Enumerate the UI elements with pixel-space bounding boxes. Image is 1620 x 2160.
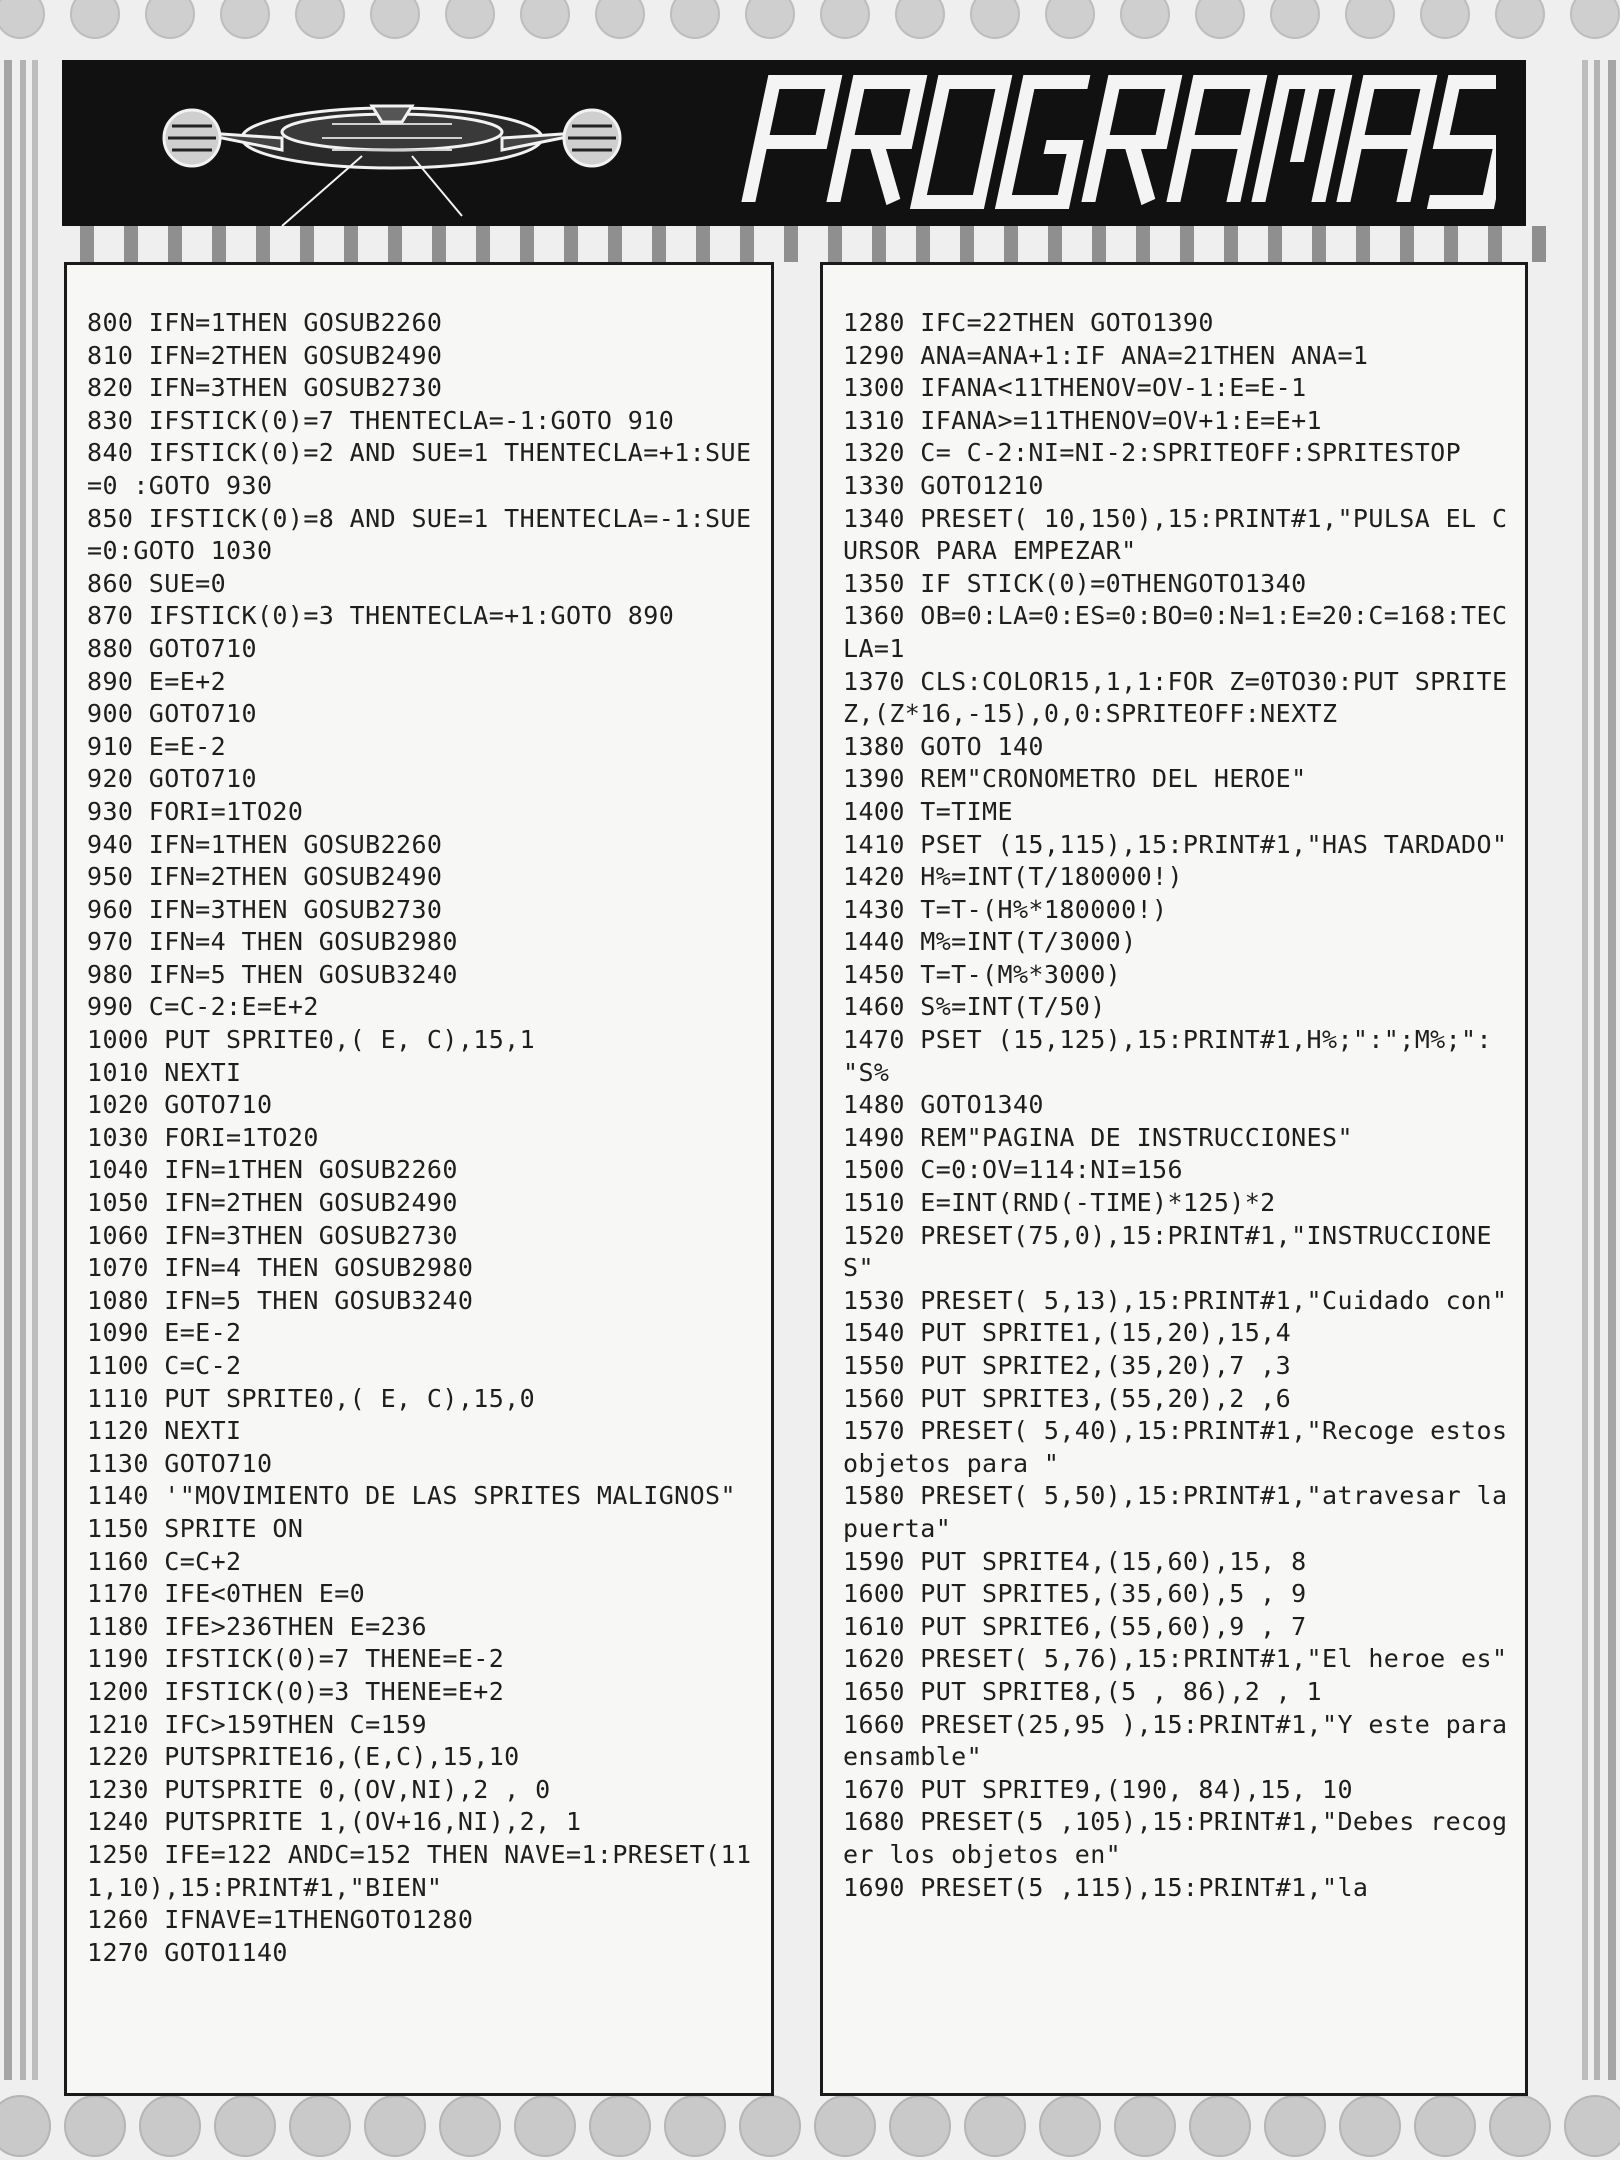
decorative-stripe [916, 226, 930, 262]
decorative-dot [0, 0, 44, 38]
code-line: 1030 FORI=1TO20 [87, 1122, 319, 1152]
decorative-stripe [520, 226, 534, 262]
code-line: 1480 GOTO1340 [843, 1090, 1044, 1120]
code-line: 830 IFSTICK(0)=7 THENTECLA=-1:GOTO 910 [87, 405, 675, 435]
decorative-dot [440, 2096, 500, 2156]
code-line: 800 IFN=1THEN GOSUB2260 [87, 308, 443, 337]
decorative-stripe [1224, 226, 1238, 262]
code-line: 1690 PRESET(5 ,115),15:PRINT#1,"la [843, 1872, 1369, 1902]
decorative-stripe [300, 226, 314, 262]
decorative-dot [671, 0, 719, 38]
magazine-header [62, 60, 1526, 226]
decorative-dot [1190, 2096, 1250, 2156]
code-line: 1400 T=TIME [843, 796, 1013, 826]
code-line: 1350 IF STICK(0)=0THENGOTO1340 [843, 568, 1307, 598]
code-line: 1390 REM"CRONOMETRO DEL HEROE" [843, 764, 1307, 794]
code-line: 980 IFN=5 THEN GOSUB3240 [87, 959, 458, 989]
page-title [736, 72, 1496, 212]
left-stripe-border [0, 60, 40, 2080]
decorative-stripe [608, 226, 622, 262]
decorative-dot [1415, 2096, 1475, 2156]
decorative-dot [71, 0, 119, 38]
decorative-dot [365, 2096, 425, 2156]
code-line: 1150 SPRITE ON [87, 1513, 304, 1543]
decorative-dot [221, 0, 269, 38]
code-line: 1680 PRESET(5 ,105),15:PRINT#1,"Debes recoger los objetos en" [843, 1807, 1508, 1869]
code-line: 1610 PUT SPRITE6,(55,60),9 , 7 [843, 1611, 1307, 1641]
code-line: 1540 PUT SPRITE1,(15,20),15,4 [843, 1318, 1292, 1348]
decorative-dot [371, 0, 419, 38]
code-line: 1260 IFNAVE=1THENGOTO1280 [87, 1905, 474, 1935]
code-line: 1140 '"MOVIMIENTO DE LAS SPRITES MALIGNOS" [87, 1481, 736, 1511]
decorative-stripe [828, 226, 842, 262]
decorative-stripe [168, 226, 182, 262]
decorative-dot [1571, 0, 1619, 38]
decorative-dot [596, 0, 644, 38]
decorative-stripe [1400, 226, 1414, 262]
decorative-dot [815, 2096, 875, 2156]
decorative-dot [1121, 0, 1169, 38]
code-line: 940 IFN=1THEN GOSUB2260 [87, 829, 443, 859]
code-line: 1590 PUT SPRITE4,(15,60),15, 8 [843, 1546, 1307, 1576]
code-line: 1110 PUT SPRITE0,( E, C),15,0 [87, 1383, 536, 1413]
code-line: 1130 GOTO710 [87, 1448, 273, 1478]
code-line: 990 C=C-2:E=E+2 [87, 992, 319, 1022]
decorative-dot [746, 0, 794, 38]
code-line: 1460 S%=INT(T/50) [843, 992, 1106, 1022]
code-line: 1060 IFN=3THEN GOSUB2730 [87, 1220, 458, 1250]
decorative-dot [896, 0, 944, 38]
code-line: 840 IFSTICK(0)=2 AND SUE=1 THENTECLA=+1:SUE=0 :GOTO 930 [87, 438, 752, 500]
code-line: 1040 IFN=1THEN GOSUB2260 [87, 1155, 458, 1185]
decorative-stripe [1312, 226, 1326, 262]
code-line: 1450 T=T-(M%*3000) [843, 959, 1122, 989]
code-line: 1440 M%=INT(T/3000) [843, 927, 1137, 957]
code-line: 1220 PUTSPRITE16,(E,C),15,10 [87, 1742, 520, 1772]
code-line: 970 IFN=4 THEN GOSUB2980 [87, 927, 458, 957]
code-line: 1490 REM"PAGINA DE INSTRUCCIONES" [843, 1122, 1353, 1152]
decorative-dot [740, 2096, 800, 2156]
decorative-dot [971, 0, 1019, 38]
code-line: 870 IFSTICK(0)=3 THENTECLA=+1:GOTO 890 [87, 601, 675, 631]
decorative-dot [1046, 0, 1094, 38]
decorative-stripe [388, 226, 402, 262]
code-line: 1290 ANA=ANA+1:IF ANA=21THEN ANA=1 [843, 340, 1369, 370]
code-line: 1420 H%=INT(T/180000!) [843, 862, 1183, 892]
decorative-stripe [1532, 226, 1546, 262]
code-line: 1120 NEXTI [87, 1416, 242, 1446]
decorative-dot [1340, 2096, 1400, 2156]
header-stripe-band [0, 226, 1620, 262]
decorative-dot [140, 2096, 200, 2156]
code-line: 1090 E=E-2 [87, 1318, 242, 1348]
code-line: 900 GOTO710 [87, 699, 257, 729]
code-line: 1410 PSET (15,115),15:PRINT#1,"HAS TARDADO" [843, 829, 1508, 859]
code-line: 1500 C=0:OV=114:NI=156 [843, 1155, 1183, 1185]
code-line: 1470 PSET (15,125),15:PRINT#1,H%;":";M%;": "S% [843, 1025, 1508, 1087]
decorative-dot [890, 2096, 950, 2156]
code-line: 810 IFN=2THEN GOSUB2490 [87, 340, 443, 370]
decorative-dot [1421, 0, 1469, 38]
decorative-stripe [212, 226, 226, 262]
code-line: 1240 PUTSPRITE 1,(OV+16,NI),2, 1 [87, 1807, 582, 1837]
code-line: 1670 PUT SPRITE9,(190, 84),15, 10 [843, 1774, 1353, 1804]
code-line: 820 IFN=3THEN GOSUB2730 [87, 373, 443, 403]
decorative-stripe [1488, 226, 1502, 262]
decorative-dot [446, 0, 494, 38]
decorative-stripe [740, 226, 754, 262]
code-line: 1270 GOTO1140 [87, 1937, 288, 1967]
code-listing-left [64, 262, 774, 2096]
code-line: 910 E=E-2 [87, 731, 227, 761]
code-line: 920 GOTO710 [87, 764, 257, 794]
decorative-dot [1265, 2096, 1325, 2156]
code-line: 1530 PRESET( 5,13),15:PRINT#1,"Cuidado con" [843, 1285, 1508, 1315]
code-line: 1300 IFANA<11THENOV=OV-1:E=E-1 [843, 373, 1307, 403]
bottom-dot-border [0, 2090, 1620, 2160]
decorative-stripe [124, 226, 138, 262]
decorative-dot [1040, 2096, 1100, 2156]
decorative-stripe [1444, 226, 1458, 262]
code-line: 1370 CLS:COLOR15,1,1:FOR Z=0TO30:PUT SPRITE Z,(Z*16,-15),0,0:SPRITEOFF:NEXTZ [843, 666, 1523, 729]
code-line: 1200 IFSTICK(0)=3 THENE=E+2 [87, 1676, 505, 1706]
decorative-stripe [432, 226, 446, 262]
code-line: 1320 C= C-2:NI=NI-2:SPRITEOFF:SPRITESTOP [843, 438, 1462, 468]
code-line: 930 FORI=1TO20 [87, 796, 304, 826]
decorative-dot [146, 0, 194, 38]
code-line: 1310 IFANA>=11THENOV=OV+1:E=E+1 [843, 405, 1322, 435]
decorative-dot [65, 2096, 125, 2156]
decorative-dot [521, 0, 569, 38]
code-line: 1100 C=C-2 [87, 1351, 242, 1380]
decorative-stripe [1268, 226, 1282, 262]
code-line: 1560 PUT SPRITE3,(55,20),2 ,6 [843, 1383, 1292, 1413]
code-line: 880 GOTO710 [87, 633, 257, 663]
code-line: 1600 PUT SPRITE5,(35,60),5 , 9 [843, 1579, 1307, 1609]
code-line: 1080 IFN=5 THEN GOSUB3240 [87, 1285, 474, 1315]
decorative-dot [1346, 0, 1394, 38]
decorative-dot [590, 2096, 650, 2156]
decorative-dot [665, 2096, 725, 2156]
decorative-dot [296, 0, 344, 38]
decorative-dot [515, 2096, 575, 2156]
decorative-dot [0, 2096, 50, 2156]
code-line: 1330 GOTO1210 [843, 470, 1044, 500]
code-listing-right [820, 262, 1528, 2096]
code-line: 1430 T=T-(H%*180000!) [843, 894, 1168, 924]
decorative-dot [965, 2096, 1025, 2156]
spaceship-icon [132, 66, 652, 226]
code-line: 1180 IFE>236THEN E=236 [87, 1611, 427, 1641]
decorative-stripe [1004, 226, 1018, 262]
decorative-stripe [1136, 226, 1150, 262]
code-line: 1570 PRESET( 5,40),15:PRINT#1,"Recoge estos objetos para " [843, 1416, 1523, 1478]
code-line: 1520 PRESET(75,0),15:PRINT#1,"INSTRUCCIONES" [843, 1220, 1492, 1283]
decorative-dot [1271, 0, 1319, 38]
code-line: 1070 IFN=4 THEN GOSUB2980 [87, 1253, 474, 1283]
page-title-lettering [736, 72, 1496, 212]
decorative-stripe [564, 226, 578, 262]
code-line: 1550 PUT SPRITE2,(35,20),7 ,3 [843, 1351, 1292, 1380]
decorative-stripe [784, 226, 798, 262]
code-line: 1620 PRESET( 5,76),15:PRINT#1,"El heroe es" [843, 1644, 1508, 1674]
decorative-dot [1490, 2096, 1550, 2156]
code-line: 850 IFSTICK(0)=8 AND SUE=1 THENTECLA=-1:SUE=0:GOTO 1030 [87, 503, 752, 566]
decorative-stripe [960, 226, 974, 262]
code-line: 1170 IFE<0THEN E=0 [87, 1579, 366, 1609]
code-line: 1190 IFSTICK(0)=7 THENE=E-2 [87, 1644, 505, 1674]
code-line: 1010 NEXTI [87, 1057, 242, 1087]
code-line: 1580 PRESET( 5,50),15:PRINT#1,"atravesar la puerta" [843, 1481, 1523, 1543]
code-line: 1210 IFC>159THEN C=159 [87, 1709, 427, 1739]
code-line: 1160 C=C+2 [87, 1546, 242, 1576]
decorative-dot [1565, 2096, 1620, 2156]
decorative-stripe [80, 226, 94, 262]
decorative-stripe [1048, 226, 1062, 262]
decorative-dot [290, 2096, 350, 2156]
code-line: 1340 PRESET( 10,150),15:PRINT#1,"PULSA EL CURSOR PARA EMPEZAR" [843, 503, 1508, 566]
code-line: 1230 PUTSPRITE 0,(OV,NI),2 , 0 [87, 1774, 551, 1804]
code-line: 1050 IFN=2THEN GOSUB2490 [87, 1188, 458, 1218]
code-line: 860 SUE=0 [87, 568, 227, 598]
top-dot-border [0, 0, 1620, 46]
right-stripe-border [1580, 60, 1620, 2080]
decorative-stripe [872, 226, 886, 262]
decorative-dot [1196, 0, 1244, 38]
code-line: 1250 IFE=122 ANDC=152 THEN NAVE=1:PRESET(111,10),15:PRINT#1,"BIEN" [87, 1839, 752, 1902]
code-line: 1020 GOTO710 [87, 1090, 273, 1120]
decorative-stripe [1180, 226, 1194, 262]
decorative-dot [1496, 0, 1544, 38]
code-line: 1000 PUT SPRITE0,( E, C),15,1 [87, 1025, 536, 1055]
code-line: 1380 GOTO 140 [843, 731, 1044, 761]
decorative-stripe [1092, 226, 1106, 262]
code-line: 950 IFN=2THEN GOSUB2490 [87, 862, 443, 892]
decorative-stripe [344, 226, 358, 262]
decorative-stripe [696, 226, 710, 262]
code-line: 1280 IFC=22THEN GOTO1390 [843, 308, 1214, 337]
decorative-stripe [1356, 226, 1370, 262]
code-line: 1510 E=INT(RND(-TIME)*125)*2 [843, 1188, 1276, 1218]
decorative-dot [821, 0, 869, 38]
code-line: 890 E=E+2 [87, 666, 227, 696]
decorative-stripe [256, 226, 270, 262]
code-line: 960 IFN=3THEN GOSUB2730 [87, 894, 443, 924]
decorative-stripe [476, 226, 490, 262]
decorative-stripe [652, 226, 666, 262]
code-line: 1650 PUT SPRITE8,(5 , 86),2 , 1 [843, 1676, 1322, 1706]
code-line: 1360 OB=0:LA=0:ES=0:BO=0:N=1:E=20:C=168:TECLA=1 [843, 601, 1508, 663]
code-line: 1660 PRESET(25,95 ),15:PRINT#1,"Y este para ensamble" [843, 1709, 1523, 1772]
decorative-dot [215, 2096, 275, 2156]
decorative-dot [1115, 2096, 1175, 2156]
